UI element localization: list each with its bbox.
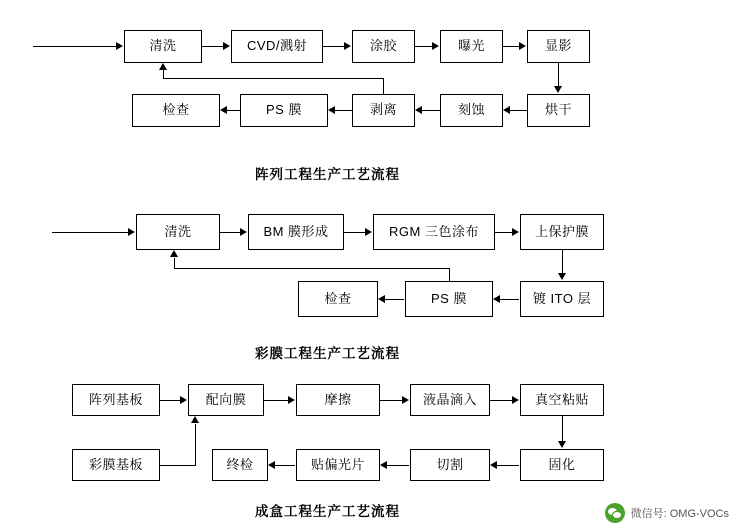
flow-box: 液晶滴入 <box>410 384 490 416</box>
flow-box: 烘干 <box>527 94 590 127</box>
connector <box>264 400 289 401</box>
flow-box: 配向膜 <box>188 384 264 416</box>
watermark <box>605 503 729 523</box>
connector <box>562 416 563 442</box>
connector <box>562 250 563 274</box>
arrow-head-icon <box>493 295 500 303</box>
connector <box>500 299 519 300</box>
connector <box>422 110 440 111</box>
flow-box: 镀 ITO 层 <box>520 281 604 317</box>
flow-box: 剥离 <box>352 94 415 127</box>
flow-box: PS 膜 <box>240 94 328 127</box>
wechat-icon <box>605 503 625 523</box>
arrow-head-icon <box>378 295 385 303</box>
connector <box>202 46 224 47</box>
flow-box: 上保护膜 <box>520 214 604 250</box>
connector <box>387 465 409 466</box>
arrow-head-icon <box>344 42 351 50</box>
section-caption: 成盒工程生产工艺流程 <box>255 504 400 519</box>
connector <box>415 46 433 47</box>
arrow-head-icon <box>380 461 387 469</box>
connector <box>33 46 117 47</box>
connector <box>383 78 384 94</box>
arrow-head-icon <box>558 273 566 280</box>
flow-box: 切割 <box>410 449 490 481</box>
arrow-head-icon <box>191 416 199 423</box>
flow-box: 固化 <box>520 449 604 481</box>
connector <box>160 400 181 401</box>
connector <box>163 70 164 79</box>
connector <box>490 400 513 401</box>
arrow-head-icon <box>240 228 247 236</box>
arrow-head-icon <box>432 42 439 50</box>
arrow-head-icon <box>128 228 135 236</box>
connector <box>195 424 196 466</box>
arrow-head-icon <box>223 42 230 50</box>
flow-box: 检查 <box>298 281 378 317</box>
arrow-head-icon <box>220 106 227 114</box>
connector <box>503 46 520 47</box>
flow-box: 真空粘贴 <box>520 384 604 416</box>
flow-box: 显影 <box>527 30 590 63</box>
arrow-head-icon <box>554 86 562 93</box>
arrow-head-icon <box>519 42 526 50</box>
arrow-head-icon <box>159 63 167 70</box>
arrow-head-icon <box>558 441 566 448</box>
flow-box: 检查 <box>132 94 220 127</box>
connector <box>335 110 352 111</box>
flow-box: 清洗 <box>136 214 220 250</box>
flow-box: 阵列基板 <box>72 384 160 416</box>
section-caption: 彩膜工程生产工艺流程 <box>255 346 400 361</box>
arrow-head-icon <box>288 396 295 404</box>
connector <box>495 232 513 233</box>
flow-box: 刻蚀 <box>440 94 503 127</box>
flow-box: 终检 <box>212 449 268 481</box>
arrow-head-icon <box>328 106 335 114</box>
flow-box: 曝光 <box>440 30 503 63</box>
connector <box>174 268 450 269</box>
flow-box: PS 膜 <box>405 281 493 317</box>
arrow-head-icon <box>365 228 372 236</box>
arrow-head-icon <box>512 396 519 404</box>
flow-box: BM 膜形成 <box>248 214 344 250</box>
connector <box>497 465 519 466</box>
connector <box>449 268 450 282</box>
connector <box>174 258 175 269</box>
flow-box: RGM 三色涂布 <box>373 214 495 250</box>
connector <box>344 232 366 233</box>
connector <box>275 465 295 466</box>
connector <box>385 299 404 300</box>
arrow-head-icon <box>116 42 123 50</box>
connector <box>510 110 527 111</box>
arrow-head-icon <box>180 396 187 404</box>
section-caption: 阵列工程生产工艺流程 <box>255 167 400 182</box>
arrow-head-icon <box>402 396 409 404</box>
arrow-head-icon <box>503 106 510 114</box>
arrow-head-icon <box>512 228 519 236</box>
watermark-text: 微信号: OMG-VOCs <box>630 508 729 520</box>
arrow-head-icon <box>170 250 178 257</box>
arrow-head-icon <box>268 461 275 469</box>
flow-box: CVD/溅射 <box>231 30 323 63</box>
connector <box>160 465 196 466</box>
connector <box>163 78 384 79</box>
connector <box>323 46 345 47</box>
flow-box: 摩擦 <box>296 384 380 416</box>
connector <box>380 400 403 401</box>
flow-box: 彩膜基板 <box>72 449 160 481</box>
arrow-head-icon <box>415 106 422 114</box>
connector <box>558 63 559 87</box>
flow-box: 清洗 <box>124 30 202 63</box>
flow-box: 贴偏光片 <box>296 449 380 481</box>
connector <box>220 232 241 233</box>
arrow-head-icon <box>490 461 497 469</box>
connector <box>52 232 129 233</box>
flow-box: 涂胶 <box>352 30 415 63</box>
connector <box>227 110 240 111</box>
